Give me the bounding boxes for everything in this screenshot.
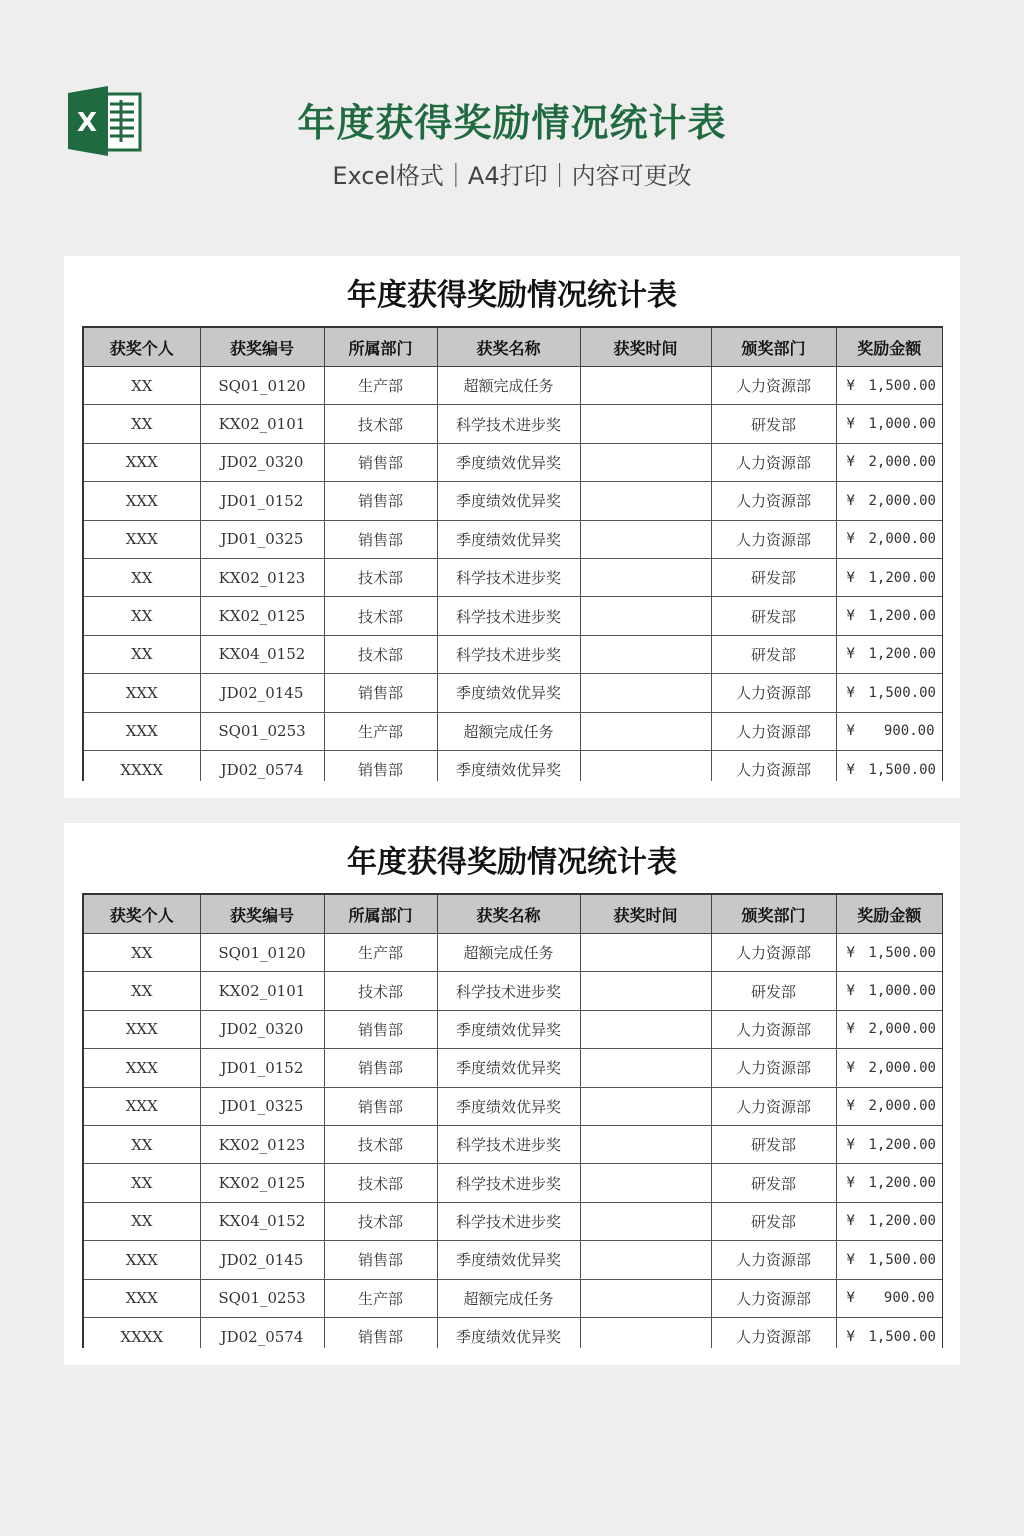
amount-value: 1,200.00: [868, 1213, 936, 1230]
cell-department: 销售部: [324, 482, 437, 520]
table-row: [83, 405, 943, 443]
cell-issuer: 人力资源部: [711, 1241, 836, 1279]
cell-amount: [836, 405, 943, 443]
column-header: 获奖编号: [200, 327, 324, 367]
cell-award-time: [580, 1010, 711, 1048]
cell-person: XX: [83, 635, 200, 673]
cell-person: XX: [83, 934, 200, 972]
cell-issuer: 研发部: [711, 597, 836, 635]
currency-symbol: ¥: [846, 761, 855, 778]
cell-person: XXX: [83, 674, 200, 712]
cell-award-name: 超额完成任务: [437, 1279, 580, 1317]
cell-department: 技术部: [324, 597, 437, 635]
cell-award-name: 科学技术进步奖: [437, 558, 580, 596]
cell-department: 技术部: [324, 1125, 437, 1163]
currency-symbol: ¥: [846, 1136, 855, 1153]
amount-value: 2,000.00: [868, 1059, 936, 1076]
table-row: [83, 750, 943, 781]
cell-award-name: 季度绩效优异奖: [437, 443, 580, 481]
cell-code: JD01_0152: [200, 1049, 324, 1087]
column-header: 获奖编号: [200, 894, 324, 934]
cell-person: XX: [83, 405, 200, 443]
amount-value: 1,500.00: [868, 1328, 936, 1345]
page-subtitle: Excel格式｜A4打印｜内容可更改: [332, 162, 692, 190]
cell-award-time: [580, 443, 711, 481]
cell-issuer: 人力资源部: [711, 712, 836, 750]
sheet-preview-1: [64, 256, 960, 798]
table-row: [83, 1049, 943, 1087]
table-row: [83, 1087, 943, 1125]
cell-amount: [836, 635, 943, 673]
currency-symbol: ¥: [846, 1175, 855, 1192]
cell-issuer: 研发部: [711, 405, 836, 443]
cell-person: XXX: [83, 520, 200, 558]
cell-department: 销售部: [324, 750, 437, 781]
cell-amount: [836, 972, 943, 1010]
table-row: [83, 1125, 943, 1163]
cell-code: KX02_0125: [200, 597, 324, 635]
cell-amount: [836, 597, 943, 635]
page-header: [0, 0, 1024, 240]
cell-award-time: [580, 1125, 711, 1163]
amount-value: 900.00: [883, 723, 935, 740]
cell-issuer: 研发部: [711, 635, 836, 673]
cell-person: XXX: [83, 712, 200, 750]
cell-code: JD02_0574: [200, 750, 324, 781]
cell-award-name: 季度绩效优异奖: [437, 1010, 580, 1048]
cell-amount: [836, 1087, 943, 1125]
cell-person: XXXX: [83, 750, 200, 781]
currency-symbol: ¥: [846, 1251, 855, 1268]
cell-person: XXX: [83, 1087, 200, 1125]
table-row: [83, 597, 943, 635]
cell-person: XXX: [83, 1241, 200, 1279]
cell-code: KX02_0101: [200, 405, 324, 443]
cell-code: JD02_0145: [200, 674, 324, 712]
column-header: 获奖个人: [83, 327, 200, 367]
amount-value: 1,500.00: [868, 761, 936, 778]
cell-issuer: 研发部: [711, 1125, 836, 1163]
currency-symbol: ¥: [846, 1059, 855, 1076]
cell-amount: [836, 1317, 943, 1348]
cell-person: XX: [83, 558, 200, 596]
cell-department: 销售部: [324, 674, 437, 712]
column-header: 所属部门: [324, 327, 437, 367]
cell-issuer: 人力资源部: [711, 674, 836, 712]
amount-value: 1,000.00: [868, 983, 936, 1000]
currency-symbol: ¥: [846, 1213, 855, 1230]
cell-issuer: 研发部: [711, 972, 836, 1010]
cell-issuer: 人力资源部: [711, 482, 836, 520]
amount-value: 2,000.00: [868, 1098, 936, 1115]
cell-person: XXXX: [83, 1317, 200, 1348]
table-container: [82, 893, 943, 1348]
cell-code: KX02_0123: [200, 558, 324, 596]
amount-value: 1,500.00: [868, 377, 936, 394]
cell-amount: [836, 934, 943, 972]
svg-text:X: X: [76, 108, 98, 138]
cell-award-time: [580, 482, 711, 520]
column-header: 获奖时间: [580, 327, 711, 367]
cell-person: XX: [83, 1164, 200, 1202]
cell-code: JD01_0152: [200, 482, 324, 520]
currency-symbol: ¥: [846, 377, 855, 394]
cell-award-name: 季度绩效优异奖: [437, 1241, 580, 1279]
cell-department: 销售部: [324, 520, 437, 558]
currency-symbol: ¥: [846, 1021, 855, 1038]
column-header: 颁奖部门: [711, 894, 836, 934]
currency-symbol: ¥: [846, 492, 855, 509]
cell-issuer: 人力资源部: [711, 443, 836, 481]
cell-code: KX02_0123: [200, 1125, 324, 1163]
cell-issuer: 研发部: [711, 1202, 836, 1240]
cell-award-name: 季度绩效优异奖: [437, 1049, 580, 1087]
cell-issuer: 人力资源部: [711, 520, 836, 558]
cell-award-time: [580, 934, 711, 972]
column-header: 获奖名称: [437, 327, 580, 367]
cell-code: JD02_0320: [200, 443, 324, 481]
column-header: 颁奖部门: [711, 327, 836, 367]
award-table: [82, 893, 943, 1348]
currency-symbol: ¥: [846, 684, 855, 701]
amount-value: 1,200.00: [868, 1136, 936, 1153]
cell-amount: [836, 1202, 943, 1240]
cell-person: XX: [83, 972, 200, 1010]
amount-value: 1,000.00: [868, 416, 936, 433]
cell-amount: [836, 1241, 943, 1279]
table-row: [83, 520, 943, 558]
cell-award-name: 科学技术进步奖: [437, 405, 580, 443]
cell-amount: [836, 1049, 943, 1087]
table-row: [83, 482, 943, 520]
cell-department: 技术部: [324, 405, 437, 443]
cell-award-name: 超额完成任务: [437, 712, 580, 750]
cell-award-time: [580, 1087, 711, 1125]
cell-department: 销售部: [324, 1241, 437, 1279]
cell-code: KX02_0125: [200, 1164, 324, 1202]
cell-department: 技术部: [324, 558, 437, 596]
column-header: 奖励金额: [836, 327, 943, 367]
cell-award-time: [580, 674, 711, 712]
cell-department: 销售部: [324, 1049, 437, 1087]
table-row: [83, 367, 943, 405]
cell-amount: [836, 367, 943, 405]
column-header: 获奖名称: [437, 894, 580, 934]
page-title: 年度获得奖励情况统计表: [297, 101, 727, 145]
amount-value: 900.00: [883, 1290, 935, 1307]
table-row: [83, 443, 943, 481]
table-row: [83, 635, 943, 673]
cell-award-name: 超额完成任务: [437, 367, 580, 405]
cell-award-time: [580, 558, 711, 596]
cell-person: XXX: [83, 1049, 200, 1087]
currency-symbol: ¥: [846, 1328, 855, 1345]
cell-amount: [836, 482, 943, 520]
table-row: [83, 1010, 943, 1048]
currency-symbol: ¥: [846, 1098, 855, 1115]
cell-award-name: 科学技术进步奖: [437, 1202, 580, 1240]
column-header: 获奖个人: [83, 894, 200, 934]
column-header: 所属部门: [324, 894, 437, 934]
cell-code: SQ01_0253: [200, 1279, 324, 1317]
cell-award-time: [580, 1049, 711, 1087]
amount-value: 1,200.00: [868, 569, 936, 586]
cell-amount: [836, 1279, 943, 1317]
cell-issuer: 人力资源部: [711, 1049, 836, 1087]
cell-code: JD02_0574: [200, 1317, 324, 1348]
table-row: [83, 1317, 943, 1348]
cell-person: XX: [83, 597, 200, 635]
cell-person: XX: [83, 1202, 200, 1240]
sheet-title: 年度获得奖励情况统计表: [347, 278, 677, 313]
sheet-preview-2: [64, 823, 960, 1365]
table-row: [83, 1202, 943, 1240]
cell-department: 销售部: [324, 443, 437, 481]
cell-department: 生产部: [324, 934, 437, 972]
cell-code: JD02_0145: [200, 1241, 324, 1279]
cell-department: 销售部: [324, 1317, 437, 1348]
amount-value: 1,500.00: [868, 1251, 936, 1268]
column-header: 奖励金额: [836, 894, 943, 934]
cell-department: 生产部: [324, 712, 437, 750]
cell-issuer: 研发部: [711, 558, 836, 596]
cell-amount: [836, 1164, 943, 1202]
cell-issuer: 人力资源部: [711, 367, 836, 405]
table-row: [83, 1241, 943, 1279]
cell-award-name: 科学技术进步奖: [437, 597, 580, 635]
amount-value: 1,500.00: [868, 944, 936, 961]
cell-department: 销售部: [324, 1010, 437, 1048]
cell-amount: [836, 1125, 943, 1163]
cell-issuer: 人力资源部: [711, 750, 836, 781]
currency-symbol: ¥: [846, 416, 855, 433]
amount-value: 1,200.00: [868, 608, 936, 625]
cell-department: 生产部: [324, 1279, 437, 1317]
table-row: [83, 934, 943, 972]
cell-award-time: [580, 750, 711, 781]
cell-award-name: 科学技术进步奖: [437, 1164, 580, 1202]
cell-award-name: 季度绩效优异奖: [437, 750, 580, 781]
cell-person: XX: [83, 367, 200, 405]
cell-award-time: [580, 1279, 711, 1317]
amount-value: 1,500.00: [868, 684, 936, 701]
cell-department: 技术部: [324, 1164, 437, 1202]
cell-award-name: 季度绩效优异奖: [437, 520, 580, 558]
cell-code: JD01_0325: [200, 520, 324, 558]
cell-issuer: 人力资源部: [711, 1010, 836, 1048]
cell-amount: [836, 1010, 943, 1048]
cell-award-time: [580, 972, 711, 1010]
cell-award-time: [580, 367, 711, 405]
cell-award-name: 科学技术进步奖: [437, 1125, 580, 1163]
cell-code: JD01_0325: [200, 1087, 324, 1125]
cell-award-name: 超额完成任务: [437, 934, 580, 972]
amount-value: 2,000.00: [868, 1021, 936, 1038]
currency-symbol: ¥: [846, 944, 855, 961]
cell-award-time: [580, 1241, 711, 1279]
currency-symbol: ¥: [846, 569, 855, 586]
currency-symbol: ¥: [846, 1290, 855, 1307]
cell-issuer: 人力资源部: [711, 1087, 836, 1125]
cell-person: XXX: [83, 1010, 200, 1048]
cell-amount: [836, 712, 943, 750]
cell-award-name: 季度绩效优异奖: [437, 1087, 580, 1125]
currency-symbol: ¥: [846, 454, 855, 471]
cell-award-time: [580, 1202, 711, 1240]
cell-department: 技术部: [324, 635, 437, 673]
cell-award-name: 科学技术进步奖: [437, 972, 580, 1010]
header-row: [83, 327, 943, 367]
cell-person: XXX: [83, 482, 200, 520]
table-row: [83, 1279, 943, 1317]
cell-award-name: 季度绩效优异奖: [437, 482, 580, 520]
amount-value: 2,000.00: [868, 492, 936, 509]
sheet-title: 年度获得奖励情况统计表: [347, 845, 677, 880]
cell-code: KX04_0152: [200, 635, 324, 673]
cell-issuer: 人力资源部: [711, 934, 836, 972]
cell-issuer: 人力资源部: [711, 1317, 836, 1348]
cell-code: SQ01_0120: [200, 367, 324, 405]
cell-person: XXX: [83, 443, 200, 481]
amount-value: 1,200.00: [868, 1175, 936, 1192]
cell-department: 技术部: [324, 972, 437, 1010]
table-row: [83, 558, 943, 596]
cell-code: SQ01_0120: [200, 934, 324, 972]
cell-issuer: 研发部: [711, 1164, 836, 1202]
currency-symbol: ¥: [846, 983, 855, 1000]
cell-code: KX04_0152: [200, 1202, 324, 1240]
cell-award-time: [580, 520, 711, 558]
cell-code: SQ01_0253: [200, 712, 324, 750]
cell-award-time: [580, 1164, 711, 1202]
cell-award-name: 季度绩效优异奖: [437, 1317, 580, 1348]
cell-award-time: [580, 1317, 711, 1348]
column-header: 获奖时间: [580, 894, 711, 934]
table-row: [83, 1164, 943, 1202]
cell-issuer: 人力资源部: [711, 1279, 836, 1317]
cell-award-time: [580, 712, 711, 750]
cell-code: JD02_0320: [200, 1010, 324, 1048]
currency-symbol: ¥: [846, 646, 855, 663]
amount-value: 2,000.00: [868, 454, 936, 471]
amount-value: 2,000.00: [868, 531, 936, 548]
cell-award-name: 科学技术进步奖: [437, 635, 580, 673]
cell-amount: [836, 750, 943, 781]
table-row: [83, 712, 943, 750]
currency-symbol: ¥: [846, 608, 855, 625]
cell-department: 销售部: [324, 1087, 437, 1125]
currency-symbol: ¥: [846, 723, 855, 740]
table-row: [83, 972, 943, 1010]
award-table: [82, 326, 943, 781]
cell-amount: [836, 674, 943, 712]
cell-person: XX: [83, 1125, 200, 1163]
currency-symbol: ¥: [846, 531, 855, 548]
cell-amount: [836, 520, 943, 558]
table-row: [83, 674, 943, 712]
cell-amount: [836, 558, 943, 596]
header-row: [83, 894, 943, 934]
cell-department: 技术部: [324, 1202, 437, 1240]
cell-award-name: 季度绩效优异奖: [437, 674, 580, 712]
cell-person: XXX: [83, 1279, 200, 1317]
cell-code: KX02_0101: [200, 972, 324, 1010]
cell-award-time: [580, 635, 711, 673]
cell-department: 生产部: [324, 367, 437, 405]
table-container: [82, 326, 943, 781]
cell-award-time: [580, 405, 711, 443]
amount-value: 1,200.00: [868, 646, 936, 663]
cell-amount: [836, 443, 943, 481]
cell-award-time: [580, 597, 711, 635]
